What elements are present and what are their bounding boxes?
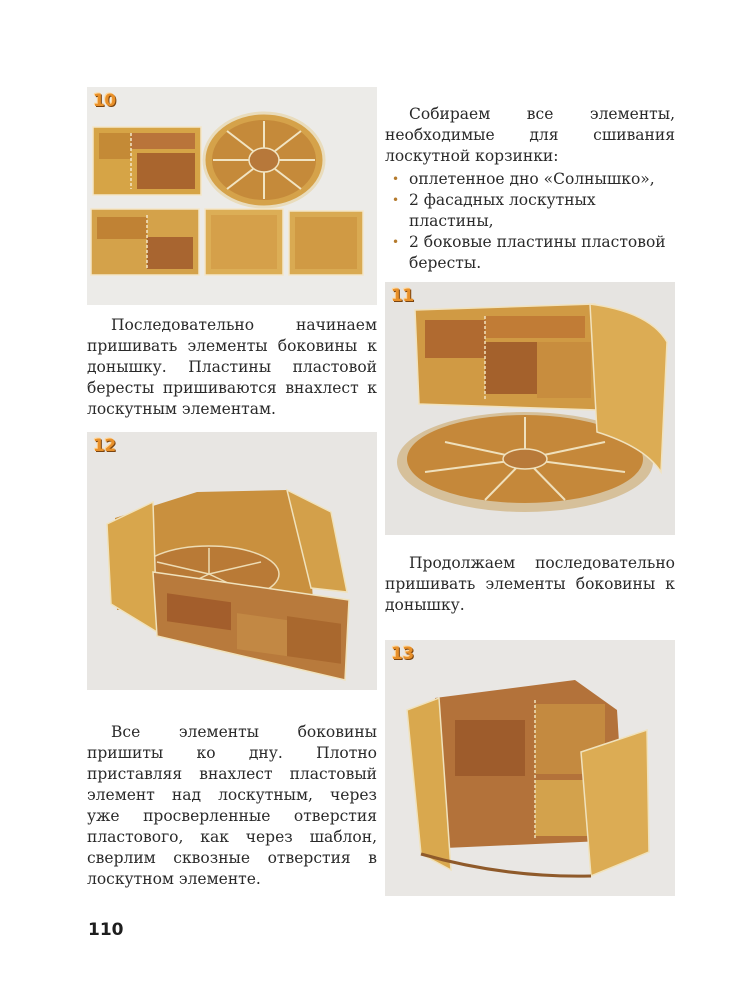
basket-step-11-image [385,282,675,535]
step-number: 10 [93,91,116,111]
paragraph-3-text: Все элементы боковины пришиты ко дну. Плотно приставляя внахлест пластовый элемент над лоскутным, через уже просверленные отверстия пластового, как через шаблон, сверлим сквозные отверстия в лоскутном элементе. [87,723,377,888]
items-list [385,169,675,274]
photo-step-12 [87,432,377,690]
intro-text-block [385,104,675,274]
paragraph-2 [385,553,675,616]
step-number: 12 [93,436,116,456]
basket-step-13-image [385,640,675,896]
step-number: 13 [391,644,414,664]
paragraph-2-text: Продолжаем последовательно пришивать элементы боковины к донышку. [385,554,675,614]
basket-step-12-image [87,432,377,690]
photo-step-13 [385,640,675,896]
page-number: 110 [88,920,124,940]
paragraph-1-text: Последовательно начинаем пришивать элементы боковины к донышку. Пластины пластовой бересты пришиваются внахлест к лоскутным элементам. [87,316,377,418]
paragraph-3 [87,722,377,890]
paragraph-1 [87,315,377,420]
bark-pieces-image [87,87,377,305]
intro-paragraph: Собираем все элементы, необходимые для сшивания лоскутной корзинки: [385,105,675,165]
photo-step-11 [385,282,675,535]
list-item: • 2 фасадных лоскутных пластины, [385,190,675,232]
list-item: • 2 боковые пластины пластовой бересты. [385,232,675,274]
photo-step-10 [87,87,377,305]
list-item: • оплетенное дно «Солнышко», [385,169,675,190]
step-number: 11 [391,286,414,306]
